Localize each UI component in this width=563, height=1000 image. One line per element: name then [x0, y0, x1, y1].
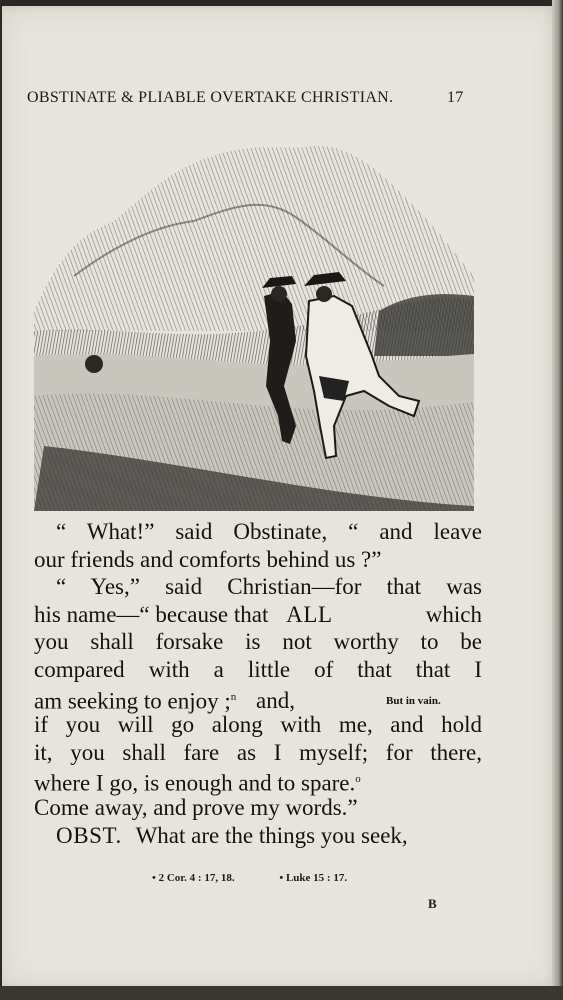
book-page [2, 6, 558, 988]
text-line [34, 684, 482, 712]
text-line: “ Yes,” said Christian—for that was [56, 574, 482, 600]
signature-mark: B [428, 896, 437, 911]
speaker-label: OBST. [56, 822, 122, 848]
footnotes [152, 872, 389, 884]
body-text [34, 518, 482, 849]
text-line: “ What!” said Obstinate, “ and leave [56, 519, 482, 544]
text-line [34, 601, 482, 629]
text-fragment: which [425, 601, 482, 627]
text-fragment: where I go, is enough and to spare. [34, 771, 356, 796]
engraving-two-men-running-icon [34, 126, 474, 511]
text-line [34, 822, 482, 850]
footnote-ref-n: n [230, 690, 237, 703]
text-line: compared with a little of that that I [34, 656, 482, 682]
footnote-o: • Luke 15 : 17. [279, 872, 348, 884]
footnote-n: • 2 Cor. 4 : 17, 18. [152, 872, 235, 884]
text-line [34, 766, 482, 794]
text-fragment: his name—“ because that [34, 601, 269, 627]
text-fragment: and, [256, 688, 295, 714]
text-line: you shall forsake is not worthy to be [34, 629, 482, 655]
text-line: Come away, and prove my words.” [34, 794, 358, 820]
text-fragment: What are the things you seek, [135, 822, 408, 848]
text-fragment: am seeking to enjoy ; [34, 688, 231, 714]
page-number: 17 [447, 89, 464, 106]
book-bottom-edge [0, 986, 563, 1000]
text-line: if you will go along with me, and hold [34, 712, 482, 738]
book-edge [552, 0, 563, 1000]
footnote-ref-o: o [355, 773, 361, 786]
text-line: it, you shall fare as I myself; for there, [34, 739, 482, 765]
running-head-title: OBSTINATE & PLIABLE OVERTAKE CHRISTIAN. [27, 89, 394, 106]
emphasis-all: ALL [286, 601, 333, 627]
text-line: our friends and comforts behind us ?” [34, 546, 382, 572]
margin-note: But in vain. [386, 694, 441, 707]
